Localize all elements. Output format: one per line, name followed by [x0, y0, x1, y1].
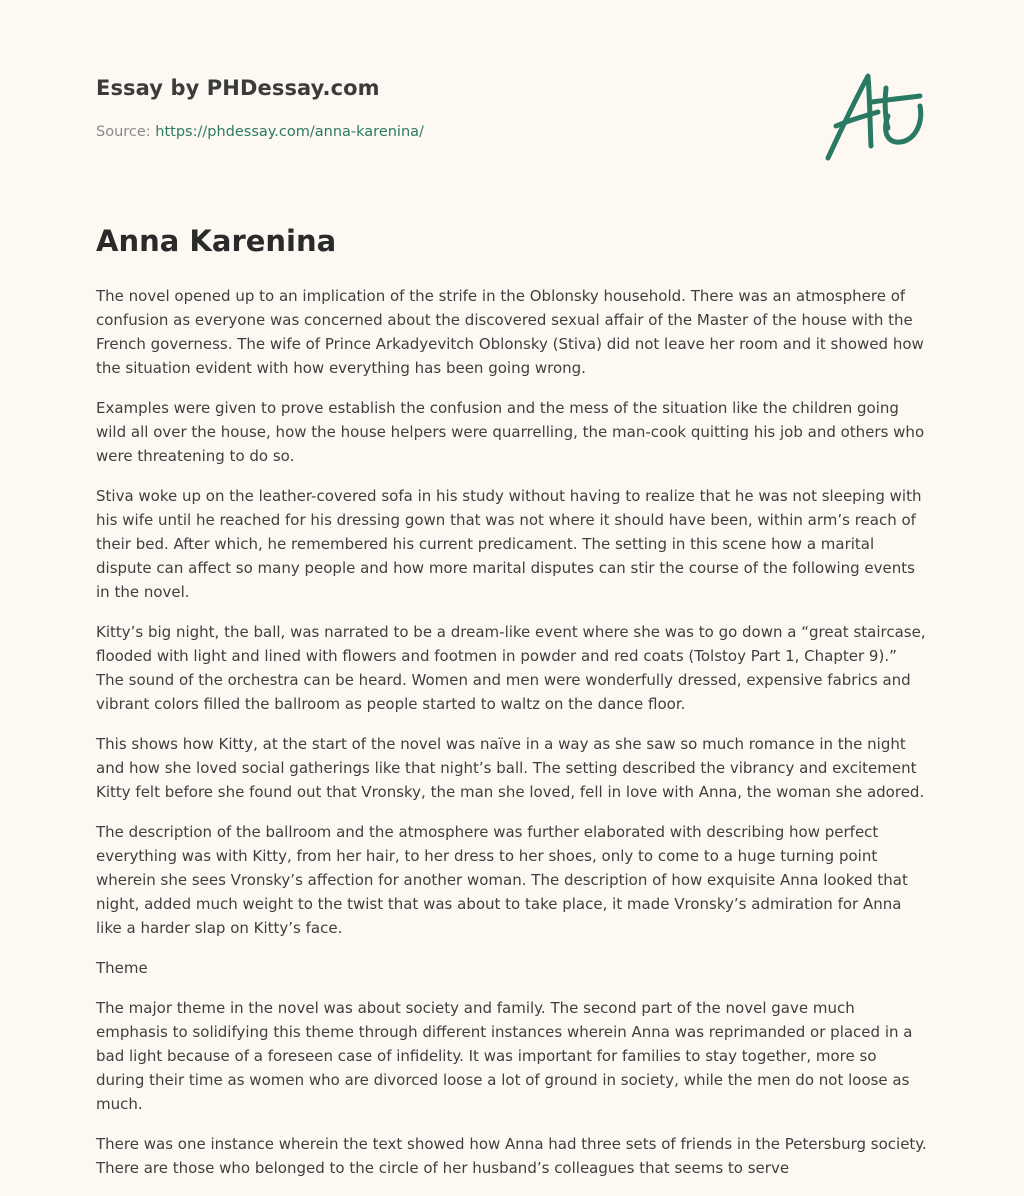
paragraph: Stiva woke up on the leather-covered sofa in his study without having to realize that he was not sleeping with his wife until he reached for his dressing gown that was not where it should have been, within arm’s reach of their bed. After which, he remembered his current predicament. The setting in this scene how a marital dispute can affect so many people and how more marital disputes can stir the course of the following events in the novel. — [96, 487, 922, 601]
paragraph: There was one instance wherein the text showed how Anna had three sets of friends in the Petersburg society. There are those who belonged to the circle of her husband’s colleagues that seems to serve — [96, 1135, 927, 1177]
brand-title: Essay by PHDessay.com — [96, 76, 380, 100]
source-line — [96, 124, 424, 140]
essay-title: Anna Karenina — [96, 224, 337, 258]
a-plus-logo-icon — [824, 66, 926, 166]
essay-page — [96, 0, 927, 1177]
paragraph: The description of the ballroom and the atmosphere was further elaborated with describing how perfect everything was with Kitty, from her hair, to her dress to her shoes, only to come to a huge turning point wherein she sees Vronsky’s affection for another woman. The description of how exquisite Anna looked that night, added much weight to the twist that was about to take place, it made Vronsky’s admiration for Anna like a harder slap on Kitty’s face. — [96, 823, 908, 937]
source-label: Source: — [96, 124, 151, 140]
essay-body — [96, 284, 928, 1196]
paragraph: The novel opened up to an implication of the strife in the Oblonsky household. There was an atmosphere of confusion as everyone was concerned about the discovered sexual affair of the Master of the house with the French governess. The wife of Prince Arkadyevitch Oblonsky (Stiva) did not leave her room and it showed how the situation evident with how everything has been going wrong. — [96, 287, 924, 377]
section-heading: Theme — [96, 959, 148, 977]
paragraph: Kitty’s big night, the ball, was narrated to be a dream-like event where she was to go down a “great staircase, flooded with light and lined with flowers and footmen in powder and red coats (Tolstoy Part 1, Chapter 9).” The sound of the orchestra can be heard. Women and men were wonderfully dressed, expensive fabrics and vibrant colors filled the ballroom as people started to waltz on the dance floor. — [96, 623, 926, 713]
paragraph: Examples were given to prove establish the confusion and the mess of the situation like the children going wild all over the house, how the house helpers were quarrelling, the man-cook quitting his job and others who were threatening to do so. — [96, 399, 925, 465]
paragraph: The major theme in the novel was about society and family. The second part of the novel gave much emphasis to solidifying this theme through different instances wherein Anna was reprimanded or placed in a bad light because of a foreseen case of infidelity. It was important for families to stay together, more so during their time as women who are divorced loose a lot of ground in society, while the men do not loose as much. — [96, 999, 913, 1113]
paragraph: This shows how Kitty, at the start of the novel was naïve in a way as she saw so much romance in the night and how she loved social gatherings like that night’s ball. The setting described the vibrancy and excitement Kitty felt before she found out that Vronsky, the man she loved, fell in love with Anna, the woman she adored. — [96, 735, 925, 801]
page-header — [96, 0, 926, 200]
source-link[interactable]: https://phdessay.com/anna-karenina/ — [155, 124, 424, 140]
